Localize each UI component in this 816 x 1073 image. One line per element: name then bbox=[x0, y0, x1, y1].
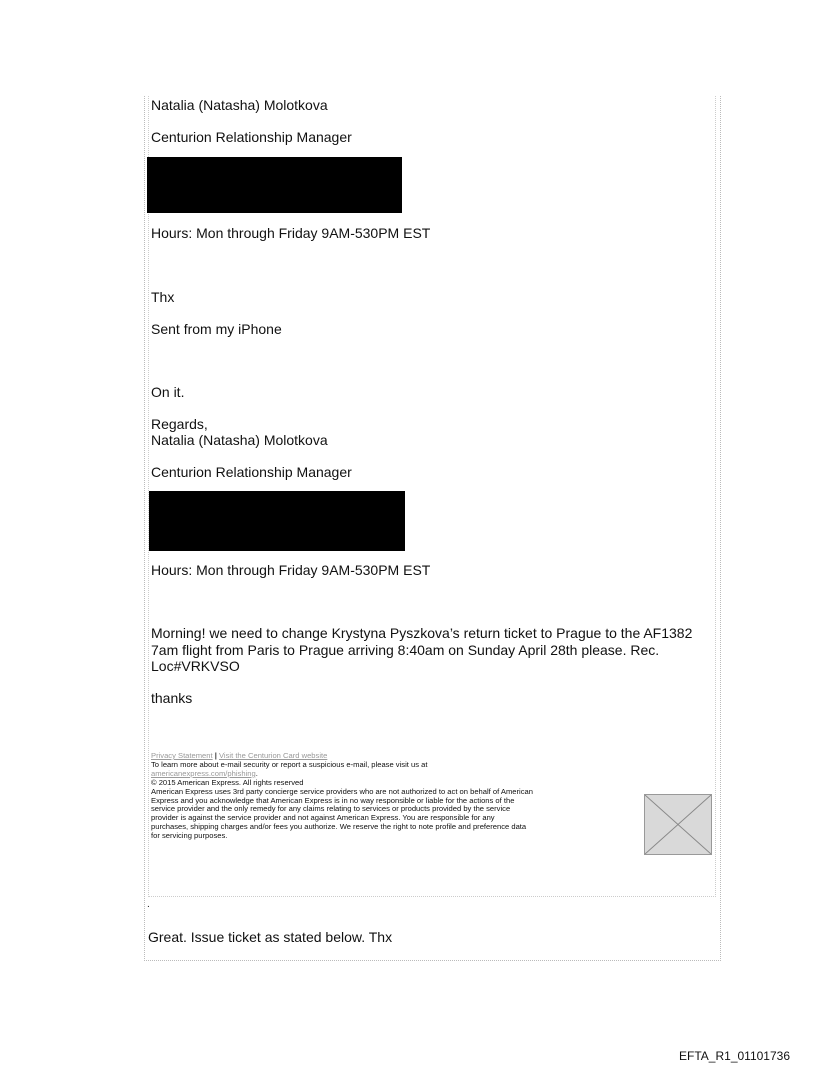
footer-separator: | bbox=[214, 751, 217, 760]
copyright-line: © 2015 American Express. All rights reserved bbox=[151, 777, 304, 787]
separator-dot: . bbox=[147, 899, 150, 910]
disclaimer-line: for servicing purposes. bbox=[151, 831, 228, 841]
signature-name: Natalia (Natasha) Molotkova bbox=[151, 432, 328, 448]
request-line: Loc#VRKVSO bbox=[151, 658, 240, 674]
regards-line: Regards, bbox=[151, 416, 208, 432]
thanks-line: thanks bbox=[151, 690, 193, 706]
signature-title: Centurion Relationship Manager bbox=[151, 129, 352, 145]
document-id: EFTA_R1_01101736 bbox=[679, 1049, 790, 1063]
disclaimer-line: purchases, shipping charges and/or fees you authorize. We reserve the right to note profile and preference data bbox=[151, 822, 527, 832]
redaction-block bbox=[149, 491, 405, 551]
sent-from-line: Sent from my iPhone bbox=[151, 321, 282, 337]
centurion-website-link[interactable]: Visit the Centurion Card website bbox=[219, 751, 328, 760]
request-line: 7am flight from Paris to Prague arriving 8:40am on Sunday April 28th please. Rec. bbox=[151, 642, 660, 658]
signature-hours: Hours: Mon through Friday 9AM-530PM EST bbox=[151, 225, 431, 241]
request-line: Morning! we need to change Krystyna Pyszkova’s return ticket to Prague to the AF1382 bbox=[151, 625, 693, 641]
signature-name: Natalia (Natasha) Molotkova bbox=[151, 97, 328, 113]
phishing-period: . bbox=[255, 768, 258, 778]
broken-image-icon bbox=[645, 795, 711, 854]
signature-hours: Hours: Mon through Friday 9AM-530PM EST bbox=[151, 562, 431, 578]
reply-thx: Thx bbox=[151, 289, 175, 305]
final-reply: Great. Issue ticket as stated below. Thx bbox=[148, 929, 393, 945]
signature-title: Centurion Relationship Manager bbox=[151, 464, 352, 480]
disclaimer-line: American Express uses 3rd party concierge service providers who are not authorized to act on behalf of American bbox=[151, 786, 533, 796]
security-line: To learn more about e-mail security or report a suspicious e-mail, please visit us at bbox=[151, 759, 428, 769]
disclaimer-line: provider is against the service provider and not against American Express. You are responsible for any bbox=[151, 813, 495, 823]
reply-on-it: On it. bbox=[151, 384, 185, 400]
privacy-statement-link[interactable]: Privacy Statement bbox=[151, 751, 213, 760]
missing-image-placeholder bbox=[644, 794, 712, 855]
email-footer bbox=[151, 752, 641, 841]
phishing-link[interactable]: americanexpress.com/phishing bbox=[151, 768, 256, 778]
disclaimer-line: Express and you acknowledge that American Express is in no way responsible or liable for the actions of the bbox=[151, 795, 515, 805]
redaction-block bbox=[147, 157, 402, 213]
disclaimer-line: service provider and the only remedy for any claims relating to services or products provided by the service bbox=[151, 804, 511, 814]
